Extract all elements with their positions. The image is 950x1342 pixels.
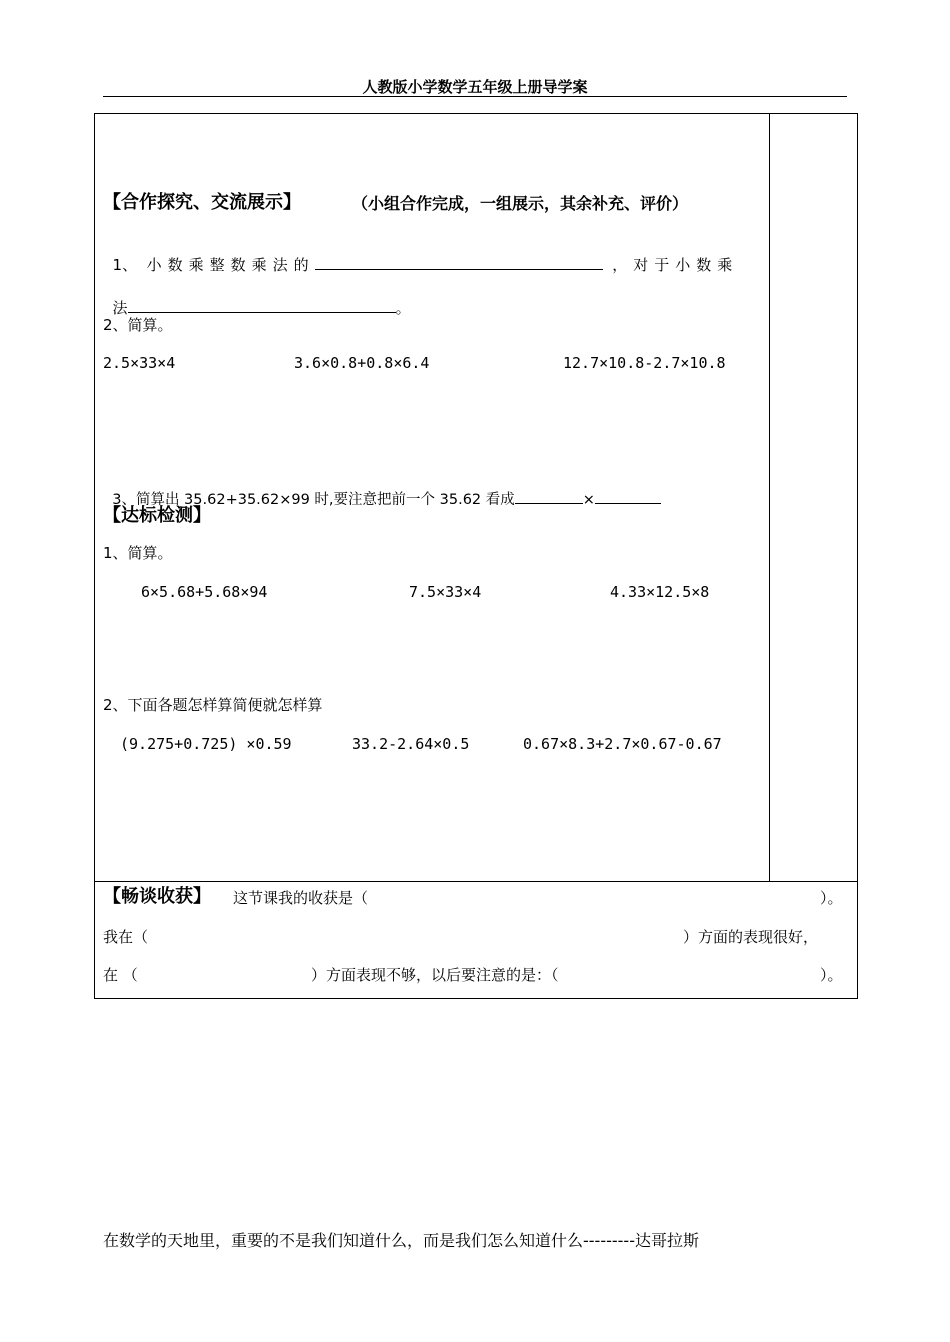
harvest-line2-b: ）方面的表现很好，	[683, 928, 819, 946]
coop-q3-blank-2[interactable]	[595, 487, 661, 504]
coop-q1-label: 1、	[112, 256, 138, 274]
section-divider	[94, 881, 858, 882]
coop-q3-blank-1[interactable]	[515, 487, 583, 504]
harvest-line3-a: 在 （	[103, 966, 138, 984]
harvest-line2-a: 我在（	[103, 928, 149, 946]
coop-q2-item-3: 12.7×10.8-2.7×10.8	[563, 354, 726, 372]
coop-q1-blank-1[interactable]	[315, 253, 603, 270]
harvest-heading: 【畅谈收获】	[103, 886, 211, 907]
coop-q2-item-1: 2.5×33×4	[103, 354, 176, 372]
cooperation-heading: 【合作探究、交流展示】	[103, 192, 301, 213]
coop-q1-blank-2[interactable]	[128, 296, 396, 313]
assess-q1-item-2: 7.5×33×4	[409, 583, 482, 601]
harvest-line3-b: ）方面表现不够，以后要注意的是：（	[311, 966, 559, 984]
assess-q2-item-1: (9.275+0.725) ×0.59	[120, 735, 292, 753]
column-divider	[769, 113, 770, 882]
coop-q3-text: 3、简算出 35.62+35.62×99 时,要注意把前一个 35.62 看成	[112, 492, 515, 508]
assess-q2-item-3: 0.67×8.3+2.7×0.67-0.67	[523, 735, 722, 753]
coop-q1-text-b: ，对于小数乘	[612, 256, 739, 274]
coop-q2-label: 2、简算。	[103, 316, 173, 334]
header-rule	[103, 96, 847, 97]
coop-q1-line2	[103, 276, 411, 318]
harvest-line3-c: ）。	[820, 966, 843, 984]
coop-q1-text-a: 小数乘整数乘法的	[146, 256, 315, 274]
coop-q1-line1	[103, 233, 738, 275]
coop-q2-item-2: 3.6×0.8+0.8×6.4	[294, 354, 430, 372]
assess-q2-label: 2、下面各题怎样算简便就怎样算	[103, 696, 323, 714]
coop-q1-end: 。	[395, 299, 411, 317]
coop-q3-times: ×	[582, 492, 595, 508]
coop-q3-line	[103, 467, 661, 510]
assess-q1-item-3: 4.33×12.5×8	[610, 583, 710, 601]
harvest-line1-b: ）。	[820, 889, 843, 907]
page-header-title: 人教版小学数学五年级上册导学案	[362, 78, 588, 96]
harvest-line1-a: 这节课我的收获是（	[233, 889, 369, 907]
assess-q1-item-1: 6×5.68+5.68×94	[141, 583, 268, 601]
coop-q1-text-c: 法	[112, 299, 128, 317]
assess-q1-label: 1、简算。	[103, 544, 173, 562]
footer-quote: 在数学的天地里，重要的不是我们知道什么，而是我们怎么知道什么---------达哥拉斯	[103, 1231, 699, 1250]
cooperation-note: （小组合作完成，一组展示，其余补充、评价）	[352, 194, 689, 213]
assess-q2-item-2: 33.2-2.64×0.5	[352, 735, 470, 753]
assessment-heading: 【达标检测】	[103, 505, 211, 526]
